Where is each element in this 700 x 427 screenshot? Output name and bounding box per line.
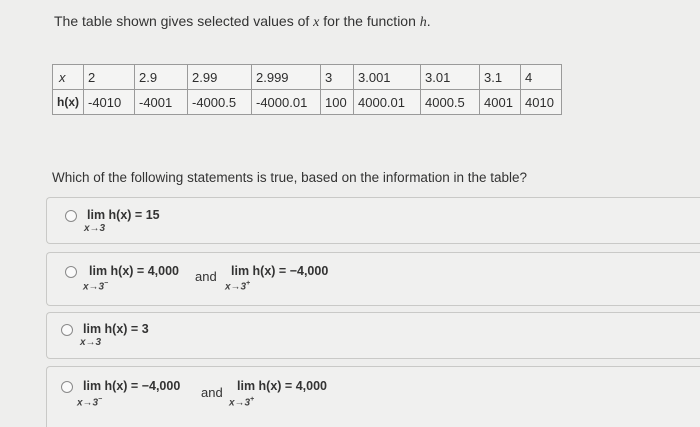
h-cell: 4000.01 <box>354 90 421 115</box>
x-cell: 2.999 <box>252 65 321 90</box>
and-connector-d: and <box>201 385 223 400</box>
var-x: x <box>313 15 320 30</box>
right-limit-subscript-b: x→3+ <box>225 280 251 293</box>
radio-button-a[interactable] <box>65 210 77 222</box>
x-cell: 4 <box>521 65 562 90</box>
answer-option-b[interactable] <box>46 252 700 306</box>
x-cell: 2.9 <box>135 65 188 90</box>
h-cell: -4010 <box>84 90 135 115</box>
left-limit-subscript-b: x→3− <box>83 280 109 293</box>
h-cell: 4001 <box>480 90 521 115</box>
left-limit-subscript-d: x→3− <box>77 396 103 409</box>
h-cell: -4000.01 <box>252 90 321 115</box>
right-limit-subscript-d: x→3+ <box>229 396 255 409</box>
x-cell: 3.1 <box>480 65 521 90</box>
radio-button-d[interactable] <box>61 381 73 393</box>
x-cell: 3.001 <box>354 65 421 90</box>
radio-button-c[interactable] <box>61 324 73 336</box>
x-header: x <box>53 65 84 90</box>
x-cell: 2.99 <box>188 65 252 90</box>
x-cell: 3 <box>321 65 354 90</box>
h-cell: -4000.5 <box>188 90 252 115</box>
limit-subscript-c: x→3 <box>80 337 102 348</box>
h-cell: -4001 <box>135 90 188 115</box>
limit-expression-c: lim h(x) = 3 <box>83 322 149 336</box>
left-limit-expression-b: lim h(x) = 4,000 <box>89 264 179 278</box>
question-text: Which of the following statements is true, based on the information in the table? <box>52 170 528 185</box>
and-connector-b: and <box>195 269 217 284</box>
x-cell: 2 <box>84 65 135 90</box>
h-cell: 4000.5 <box>421 90 480 115</box>
h-cell: 4010 <box>521 90 562 115</box>
right-limit-expression-b: lim h(x) = −4,000 <box>231 264 329 278</box>
limit-subscript-a: x→3 <box>84 223 106 234</box>
h-cell: 100 <box>321 90 354 115</box>
values-table <box>52 64 562 115</box>
h-row <box>53 90 562 115</box>
var-h: h <box>419 15 427 30</box>
answer-option-c[interactable] <box>46 312 700 359</box>
question-prompt: The table shown gives selected values of x for the function h. <box>54 13 431 30</box>
right-limit-expression-d: lim h(x) = 4,000 <box>237 379 327 393</box>
answer-option-a[interactable] <box>46 197 700 244</box>
radio-button-b[interactable] <box>65 266 77 278</box>
left-limit-expression-d: lim h(x) = −4,000 <box>83 379 181 393</box>
x-cell: 3.01 <box>421 65 480 90</box>
h-header: h(x) <box>53 90 84 115</box>
limit-expression-a: lim h(x) = 15 <box>87 208 160 222</box>
x-row <box>53 65 562 90</box>
answer-option-d[interactable] <box>46 366 700 427</box>
